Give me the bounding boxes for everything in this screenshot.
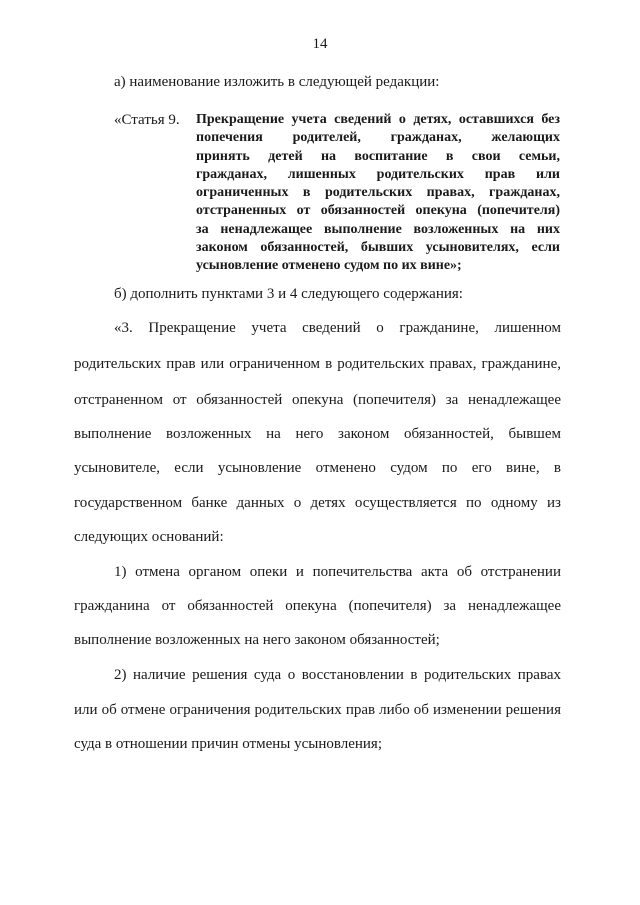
article-title-line: за ненадлежащее выполнение возложенных на них	[196, 221, 560, 237]
article-title	[196, 111, 560, 276]
article-title-line: Прекращение учета сведений о детях, оставшихся без	[196, 112, 560, 127]
paragraph-line: следующих оснований:	[74, 529, 224, 545]
item-a-text: а) наименование изложить в следующей редакции:	[114, 74, 440, 90]
article-title-line: законом обязанностей, бывших усыновителях, если	[196, 240, 560, 256]
paragraph-line: выполнение возложенных на него законом обязанностей, бывшем	[74, 426, 561, 442]
paragraph-line: родительских прав или ограниченном в родительских правах, гражданине,	[74, 356, 561, 372]
paragraph-line: суда в отношении причин отмены усыновления;	[74, 736, 382, 752]
article-title-line: попечения родителей, гражданах, желающих	[196, 130, 560, 146]
paragraph-line: усыновителе, если усыновление отменено судом по его вине, в	[74, 460, 561, 476]
paragraph-line: отстраненном от обязанностей опекуна (попечителя) за ненадлежащее	[74, 392, 561, 408]
article-title-line: отстраненных от обязанностей опекуна (попечителя)	[196, 203, 560, 219]
paragraph-line: государственном банке данных о детях осуществляется по одному из	[74, 495, 561, 511]
article-title-line: гражданах, лишенных родительских прав или	[196, 166, 560, 182]
paragraph-line: «3. Прекращение учета сведений о гражданине, лишенном	[114, 320, 561, 336]
paragraph-line: гражданина от обязанностей опекуна (попечителя) за ненадлежащее	[74, 598, 561, 614]
article-title-line: принять детей на воспитание в свои семьи,	[196, 148, 560, 164]
paragraph-line: или об отмене ограничения родительских прав либо об изменении решения	[74, 702, 561, 718]
paragraph-line: 1) отмена органом опеки и попечительства акта об отстранении	[114, 564, 561, 580]
item-b-text: б) дополнить пунктами 3 и 4 следующего содержания:	[114, 286, 463, 302]
paragraph-line: выполнение возложенных на него законом обязанностей;	[74, 632, 440, 648]
paragraph-line: 2) наличие решения суда о восстановлении в родительских правах	[114, 667, 561, 683]
article-label: «Статья 9.	[114, 112, 180, 128]
page-number: 14	[312, 36, 328, 52]
article-title-line: усыновление отменено судом по их вине»;	[196, 258, 462, 274]
article-title-line: ограниченных в родительских правах, гражданах,	[196, 185, 560, 201]
